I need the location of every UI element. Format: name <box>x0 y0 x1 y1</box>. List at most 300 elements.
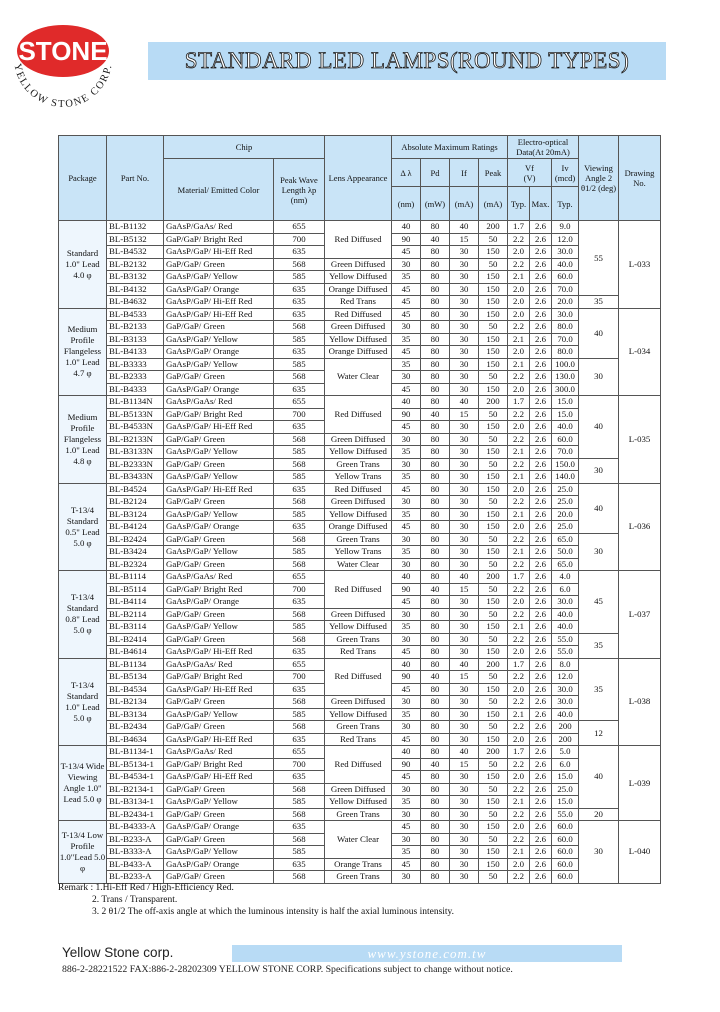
vfmax-cell: 2.6 <box>530 696 552 709</box>
pd-cell: 80 <box>421 771 450 784</box>
iv-cell: 4.0 <box>552 571 579 584</box>
table-row <box>59 721 661 734</box>
footer-company: Yellow Stone corp. <box>62 945 174 960</box>
ipk-cell: 200 <box>479 746 508 759</box>
iv-cell: 80.0 <box>552 321 579 334</box>
ipk-cell: 50 <box>479 721 508 734</box>
peak-wavelength-cell: 585 <box>274 796 325 809</box>
if-cell: 30 <box>450 358 479 371</box>
table-row <box>59 308 661 321</box>
dl-cell: 30 <box>392 833 421 846</box>
pd-cell: 80 <box>421 346 450 359</box>
pd-cell: 80 <box>421 796 450 809</box>
package-cell: T-13/4 Standard 0.8" Lead 5.0 φ <box>59 571 107 659</box>
peak-wavelength-cell: 635 <box>274 733 325 746</box>
iv-cell: 15.0 <box>552 408 579 421</box>
chip-material-cell: GaAsP/GaP/ Yellow <box>164 708 274 721</box>
vfmax-cell: 2.6 <box>530 596 552 609</box>
vfmax-cell: 2.6 <box>530 821 552 834</box>
dl-cell: 30 <box>392 721 421 734</box>
footer-contact: 886-2-28221522 FAX:886-2-28202309 YELLOW STONE CORP. Specifications subject to change without notice. <box>62 964 513 975</box>
vftyp-cell: 2.0 <box>508 683 530 696</box>
peak-wavelength-cell: 585 <box>274 546 325 559</box>
header-package: Package <box>59 136 107 221</box>
table-row <box>59 396 661 409</box>
chip-material-cell: GaP/GaP/ Green <box>164 458 274 471</box>
chip-material-cell: GaAsP/GaAs/ Red <box>164 746 274 759</box>
vfmax-cell: 2.6 <box>530 546 552 559</box>
chip-material-cell: GaAsP/GaP/ Orange <box>164 346 274 359</box>
pd-cell: 80 <box>421 733 450 746</box>
ipk-cell: 150 <box>479 858 508 871</box>
iv-cell: 55.0 <box>552 633 579 646</box>
ipk-cell: 150 <box>479 708 508 721</box>
chip-material-cell: GaAsP/GaP/ Orange <box>164 383 274 396</box>
vfmax-cell: 2.6 <box>530 796 552 809</box>
if-cell: 40 <box>450 746 479 759</box>
lens-cell: Red Diffused <box>325 483 392 496</box>
ipk-cell: 50 <box>479 433 508 446</box>
table-row <box>59 646 661 659</box>
dl-cell: 45 <box>392 646 421 659</box>
vfmax-cell: 2.6 <box>530 283 552 296</box>
table-body <box>59 221 661 884</box>
part-no-cell: BL-B3133N <box>107 446 164 459</box>
vfmax-cell: 2.6 <box>530 621 552 634</box>
chip-material-cell: GaP/GaP/ Green <box>164 433 274 446</box>
part-no-cell: BL-B4533 <box>107 308 164 321</box>
part-no-cell: BL-B5133N <box>107 408 164 421</box>
ipk-cell: 50 <box>479 696 508 709</box>
peak-wavelength-cell: 700 <box>274 583 325 596</box>
if-cell: 30 <box>450 446 479 459</box>
header-material: Material/ Emitted Color <box>164 159 274 221</box>
lens-cell: Green Diffused <box>325 321 392 334</box>
vfmax-cell: 2.6 <box>530 346 552 359</box>
dl-cell: 30 <box>392 696 421 709</box>
lens-cell: Yellow Diffused <box>325 621 392 634</box>
ipk-cell: 150 <box>479 471 508 484</box>
iv-cell: 65.0 <box>552 533 579 546</box>
peak-wavelength-cell: 568 <box>274 533 325 546</box>
vfmax-cell: 2.6 <box>530 496 552 509</box>
vftyp-cell: 2.0 <box>508 646 530 659</box>
vftyp-cell: 2.0 <box>508 296 530 309</box>
lens-cell: Yellow Diffused <box>325 796 392 809</box>
dl-cell: 45 <box>392 421 421 434</box>
peak-wavelength-cell: 568 <box>274 608 325 621</box>
dl-cell: 30 <box>392 458 421 471</box>
viewing-angle-cell: 35 <box>579 658 619 721</box>
part-no-cell: BL-B3424 <box>107 546 164 559</box>
logo-ring-text: YELLOW STONE CORP. <box>11 62 115 111</box>
website-bar <box>232 945 622 962</box>
vftyp-cell: 2.2 <box>508 671 530 684</box>
if-cell: 30 <box>450 783 479 796</box>
page-title: STANDARD LED LAMPS(ROUND TYPES) <box>184 48 630 73</box>
package-cell: Medium Profile Flangeless 1.0" Lead 4.7 φ <box>59 308 107 396</box>
company-logo <box>4 14 122 120</box>
vfmax-cell: 2.6 <box>530 396 552 409</box>
lens-cell: Red Diffused <box>325 308 392 321</box>
vftyp-cell: 2.0 <box>508 521 530 534</box>
peak-wavelength-cell: 635 <box>274 383 325 396</box>
iv-cell: 40.0 <box>552 258 579 271</box>
package-cell: T-13/4 Low Profile 1.0"Lead 5.0 φ <box>59 821 107 884</box>
vfmax-cell: 2.6 <box>530 221 552 234</box>
dl-cell: 40 <box>392 571 421 584</box>
if-cell: 30 <box>450 508 479 521</box>
lens-cell: Water Clear <box>325 358 392 396</box>
vftyp-cell: 2.2 <box>508 458 530 471</box>
pd-cell: 80 <box>421 621 450 634</box>
chip-material-cell: GaP/GaP/ Bright Red <box>164 758 274 771</box>
vftyp-cell: 2.0 <box>508 483 530 496</box>
pd-cell: 80 <box>421 471 450 484</box>
part-no-cell: BL-B3133 <box>107 333 164 346</box>
dl-cell: 35 <box>392 546 421 559</box>
pd-cell: 80 <box>421 308 450 321</box>
remarks <box>58 882 454 918</box>
if-cell: 30 <box>450 633 479 646</box>
peak-wavelength-cell: 635 <box>274 771 325 784</box>
remark-2: 2. Trans / Transparent. <box>92 895 178 905</box>
dl-cell: 35 <box>392 508 421 521</box>
lens-cell: Green Diffused <box>325 608 392 621</box>
if-cell: 30 <box>450 521 479 534</box>
table-row <box>59 258 661 271</box>
ipk-cell: 200 <box>479 658 508 671</box>
peak-wavelength-cell: 568 <box>274 871 325 884</box>
part-no-cell: BL-B4533N <box>107 421 164 434</box>
website-link[interactable]: www.ystone.com.tw <box>367 945 487 961</box>
vfmax-cell: 2.6 <box>530 333 552 346</box>
part-no-cell: BL-B2134-1 <box>107 783 164 796</box>
if-cell: 30 <box>450 421 479 434</box>
peak-wavelength-cell: 635 <box>274 346 325 359</box>
pd-cell: 80 <box>421 221 450 234</box>
iv-cell: 30.0 <box>552 696 579 709</box>
peak-wavelength-cell: 700 <box>274 758 325 771</box>
lens-cell: Yellow Diffused <box>325 508 392 521</box>
ipk-cell: 50 <box>479 321 508 334</box>
ipk-cell: 150 <box>479 771 508 784</box>
vfmax-cell: 2.6 <box>530 271 552 284</box>
part-no-cell: BL-B2414 <box>107 633 164 646</box>
header-peak-wavelength: Peak Wave Length λp (nm) <box>274 159 325 221</box>
viewing-angle-cell: 35 <box>579 633 619 658</box>
pd-cell: 80 <box>421 596 450 609</box>
dl-cell: 40 <box>392 658 421 671</box>
lens-cell: Yellow Diffused <box>325 333 392 346</box>
table-row <box>59 296 661 309</box>
vfmax-cell: 2.6 <box>530 633 552 646</box>
chip-material-cell: GaP/GaP/ Green <box>164 496 274 509</box>
peak-wavelength-cell: 635 <box>274 296 325 309</box>
iv-cell: 9.0 <box>552 221 579 234</box>
pd-cell: 80 <box>421 483 450 496</box>
dl-cell: 35 <box>392 621 421 634</box>
peak-wavelength-cell: 585 <box>274 271 325 284</box>
drawing-no-cell: L-034 <box>619 308 661 396</box>
lens-cell: Green Trans <box>325 871 392 884</box>
part-no-cell: BL-B2134 <box>107 696 164 709</box>
ipk-cell: 150 <box>479 621 508 634</box>
chip-material-cell: GaAsP/GaP/ Hi-Eff Red <box>164 483 274 496</box>
drawing-no-cell: L-040 <box>619 821 661 884</box>
vftyp-cell: 1.7 <box>508 658 530 671</box>
chip-material-cell: GaAsP/GaP/ Yellow <box>164 446 274 459</box>
vfmax-cell: 2.6 <box>530 421 552 434</box>
vftyp-cell: 2.2 <box>508 408 530 421</box>
vftyp-cell: 2.2 <box>508 321 530 334</box>
remark-1: Remark : 1.Hi-Eff Red / High-Efficiency Red. <box>58 883 234 893</box>
part-no-cell: BL-B2114 <box>107 608 164 621</box>
pd-cell: 80 <box>421 508 450 521</box>
peak-wavelength-cell: 635 <box>274 308 325 321</box>
part-no-cell: BL-B3433N <box>107 471 164 484</box>
chip-material-cell: GaP/GaP/ Green <box>164 558 274 571</box>
pd-cell: 80 <box>421 658 450 671</box>
vfmax-cell: 2.6 <box>530 508 552 521</box>
lens-cell: Water Clear <box>325 558 392 571</box>
pd-cell: 80 <box>421 558 450 571</box>
lens-cell: Orange Diffused <box>325 521 392 534</box>
table-row <box>59 446 661 459</box>
table-row <box>59 221 661 234</box>
dl-cell: 30 <box>392 371 421 384</box>
dl-cell: 45 <box>392 483 421 496</box>
table-header <box>59 136 661 221</box>
chip-material-cell: GaP/GaP/ Bright Red <box>164 408 274 421</box>
vfmax-cell: 2.6 <box>530 296 552 309</box>
part-no-cell: BL-B1134-1 <box>107 746 164 759</box>
pd-cell: 80 <box>421 708 450 721</box>
iv-cell: 40.0 <box>552 621 579 634</box>
vfmax-cell: 2.6 <box>530 446 552 459</box>
pd-cell: 80 <box>421 846 450 859</box>
pd-cell: 40 <box>421 671 450 684</box>
part-no-cell: BL-B333-A <box>107 846 164 859</box>
ipk-cell: 150 <box>479 308 508 321</box>
vfmax-cell: 2.6 <box>530 808 552 821</box>
vftyp-cell: 2.2 <box>508 433 530 446</box>
part-no-cell: BL-B4534 <box>107 683 164 696</box>
iv-cell: 65.0 <box>552 558 579 571</box>
peak-wavelength-cell: 700 <box>274 408 325 421</box>
header-chip: Chip <box>164 136 325 159</box>
part-no-cell: BL-B1114 <box>107 571 164 584</box>
chip-material-cell: GaAsP/GaP/ Yellow <box>164 333 274 346</box>
vftyp-cell: 2.2 <box>508 833 530 846</box>
lens-cell: Green Diffused <box>325 496 392 509</box>
pd-cell: 80 <box>421 283 450 296</box>
part-no-cell: BL-B3124 <box>107 508 164 521</box>
ipk-cell: 50 <box>479 558 508 571</box>
header-drawing-no: Drawing No. <box>619 136 661 221</box>
dl-cell: 30 <box>392 558 421 571</box>
vfmax-cell: 2.6 <box>530 608 552 621</box>
vftyp-cell: 2.2 <box>508 721 530 734</box>
dl-cell: 90 <box>392 408 421 421</box>
if-cell: 30 <box>450 546 479 559</box>
vftyp-cell: 2.1 <box>508 446 530 459</box>
pd-cell: 80 <box>421 571 450 584</box>
pd-cell: 80 <box>421 833 450 846</box>
pd-cell: 80 <box>421 871 450 884</box>
dl-cell: 30 <box>392 783 421 796</box>
vfmax-cell: 2.6 <box>530 521 552 534</box>
vftyp-cell: 2.2 <box>508 608 530 621</box>
vftyp-cell: 2.2 <box>508 758 530 771</box>
vftyp-cell: 2.2 <box>508 808 530 821</box>
pd-cell: 80 <box>421 533 450 546</box>
chip-material-cell: GaAsP/GaP/ Hi-Eff Red <box>164 246 274 259</box>
ipk-cell: 50 <box>479 258 508 271</box>
pd-cell: 80 <box>421 333 450 346</box>
part-no-cell: BL-B433-A <box>107 858 164 871</box>
if-cell: 30 <box>450 683 479 696</box>
vfmax-cell: 2.6 <box>530 658 552 671</box>
iv-cell: 130.0 <box>552 371 579 384</box>
drawing-no-cell: L-039 <box>619 746 661 821</box>
part-no-cell: BL-B5134-1 <box>107 758 164 771</box>
pd-cell: 80 <box>421 371 450 384</box>
ipk-cell: 150 <box>479 383 508 396</box>
vfmax-cell: 2.6 <box>530 846 552 859</box>
vftyp-cell: 2.1 <box>508 271 530 284</box>
dl-cell: 30 <box>392 321 421 334</box>
iv-cell: 150.0 <box>552 458 579 471</box>
dl-cell: 45 <box>392 771 421 784</box>
part-no-cell: BL-B3134-1 <box>107 796 164 809</box>
header-viewing-angle: Viewing Angle 2 θ1/2 (deg) <box>579 136 619 221</box>
part-no-cell: BL-B5132 <box>107 233 164 246</box>
chip-material-cell: GaAsP/GaP/ Hi-Eff Red <box>164 646 274 659</box>
dl-cell: 30 <box>392 808 421 821</box>
peak-wavelength-cell: 635 <box>274 683 325 696</box>
table-row <box>59 283 661 296</box>
ipk-cell: 50 <box>479 758 508 771</box>
dl-cell: 45 <box>392 246 421 259</box>
iv-cell: 60.0 <box>552 846 579 859</box>
ipk-cell: 150 <box>479 421 508 434</box>
if-cell: 30 <box>450 458 479 471</box>
table-row <box>59 521 661 534</box>
chip-material-cell: GaP/GaP/ Green <box>164 808 274 821</box>
iv-cell: 40.0 <box>552 421 579 434</box>
part-no-cell: BL-B2133N <box>107 433 164 446</box>
remark-3: 3. 2 θ1/2 The off-axis angle at which the luminous intensity is half the axial luminous intensity. <box>92 907 455 917</box>
vftyp-cell: 1.7 <box>508 746 530 759</box>
ipk-cell: 50 <box>479 783 508 796</box>
part-no-cell: BL-B3114 <box>107 621 164 634</box>
header-iv: Iv (mcd) <box>552 159 579 187</box>
vfmax-cell: 2.6 <box>530 358 552 371</box>
part-no-cell: BL-B2333 <box>107 371 164 384</box>
table-row <box>59 271 661 284</box>
part-no-cell: BL-B4132 <box>107 283 164 296</box>
part-no-cell: BL-B1134 <box>107 658 164 671</box>
iv-cell: 60.0 <box>552 833 579 846</box>
ipk-cell: 50 <box>479 608 508 621</box>
lens-cell: Yellow Trans <box>325 471 392 484</box>
part-no-cell: BL-B2132 <box>107 258 164 271</box>
pd-cell: 80 <box>421 783 450 796</box>
ipk-cell: 50 <box>479 671 508 684</box>
table-row <box>59 508 661 521</box>
header-iv-typ: Typ. <box>552 187 579 221</box>
vftyp-cell: 2.1 <box>508 471 530 484</box>
pd-cell: 80 <box>421 246 450 259</box>
if-cell: 15 <box>450 671 479 684</box>
table-row <box>59 746 661 759</box>
table-row <box>59 533 661 546</box>
table-row <box>59 821 661 834</box>
if-cell: 30 <box>450 733 479 746</box>
peak-wavelength-cell: 568 <box>274 833 325 846</box>
part-no-cell: BL-B1134N <box>107 396 164 409</box>
vfmax-cell: 2.6 <box>530 758 552 771</box>
iv-cell: 30.0 <box>552 683 579 696</box>
pd-cell: 80 <box>421 746 450 759</box>
ipk-cell: 150 <box>479 346 508 359</box>
vfmax-cell: 2.6 <box>530 671 552 684</box>
chip-material-cell: GaAsP/GaP/ Hi-Eff Red <box>164 733 274 746</box>
if-cell: 30 <box>450 696 479 709</box>
vftyp-cell: 2.0 <box>508 858 530 871</box>
chip-material-cell: GaAsP/GaAs/ Red <box>164 571 274 584</box>
vftyp-cell: 2.2 <box>508 558 530 571</box>
chip-material-cell: GaAsP/GaP/ Orange <box>164 521 274 534</box>
viewing-angle-cell: 55 <box>579 221 619 296</box>
ipk-cell: 150 <box>479 521 508 534</box>
peak-wavelength-cell: 568 <box>274 371 325 384</box>
vftyp-cell: 2.1 <box>508 621 530 634</box>
if-cell: 30 <box>450 558 479 571</box>
lens-cell: Orange Trans <box>325 858 392 871</box>
iv-cell: 8.0 <box>552 658 579 671</box>
table-row <box>59 558 661 571</box>
table-row <box>59 571 661 584</box>
vftyp-cell: 2.0 <box>508 596 530 609</box>
pd-cell: 80 <box>421 646 450 659</box>
if-cell: 30 <box>450 708 479 721</box>
pd-cell: 80 <box>421 696 450 709</box>
dl-cell: 35 <box>392 796 421 809</box>
lens-cell: Green Trans <box>325 721 392 734</box>
pd-cell: 80 <box>421 271 450 284</box>
lens-cell: Water Clear <box>325 821 392 859</box>
ipk-cell: 50 <box>479 808 508 821</box>
vfmax-cell: 2.6 <box>530 383 552 396</box>
iv-cell: 200 <box>552 721 579 734</box>
part-no-cell: BL-B3134 <box>107 708 164 721</box>
part-no-cell: BL-B233-A <box>107 871 164 884</box>
iv-cell: 30.0 <box>552 596 579 609</box>
dl-cell: 45 <box>392 683 421 696</box>
table-row <box>59 783 661 796</box>
ipk-cell: 50 <box>479 871 508 884</box>
peak-wavelength-cell: 585 <box>274 446 325 459</box>
peak-wavelength-cell: 635 <box>274 246 325 259</box>
ipk-cell: 50 <box>479 633 508 646</box>
vftyp-cell: 2.0 <box>508 346 530 359</box>
header-pd: Pd <box>421 159 450 187</box>
if-cell: 30 <box>450 533 479 546</box>
if-cell: 30 <box>450 283 479 296</box>
peak-wavelength-cell: 635 <box>274 483 325 496</box>
